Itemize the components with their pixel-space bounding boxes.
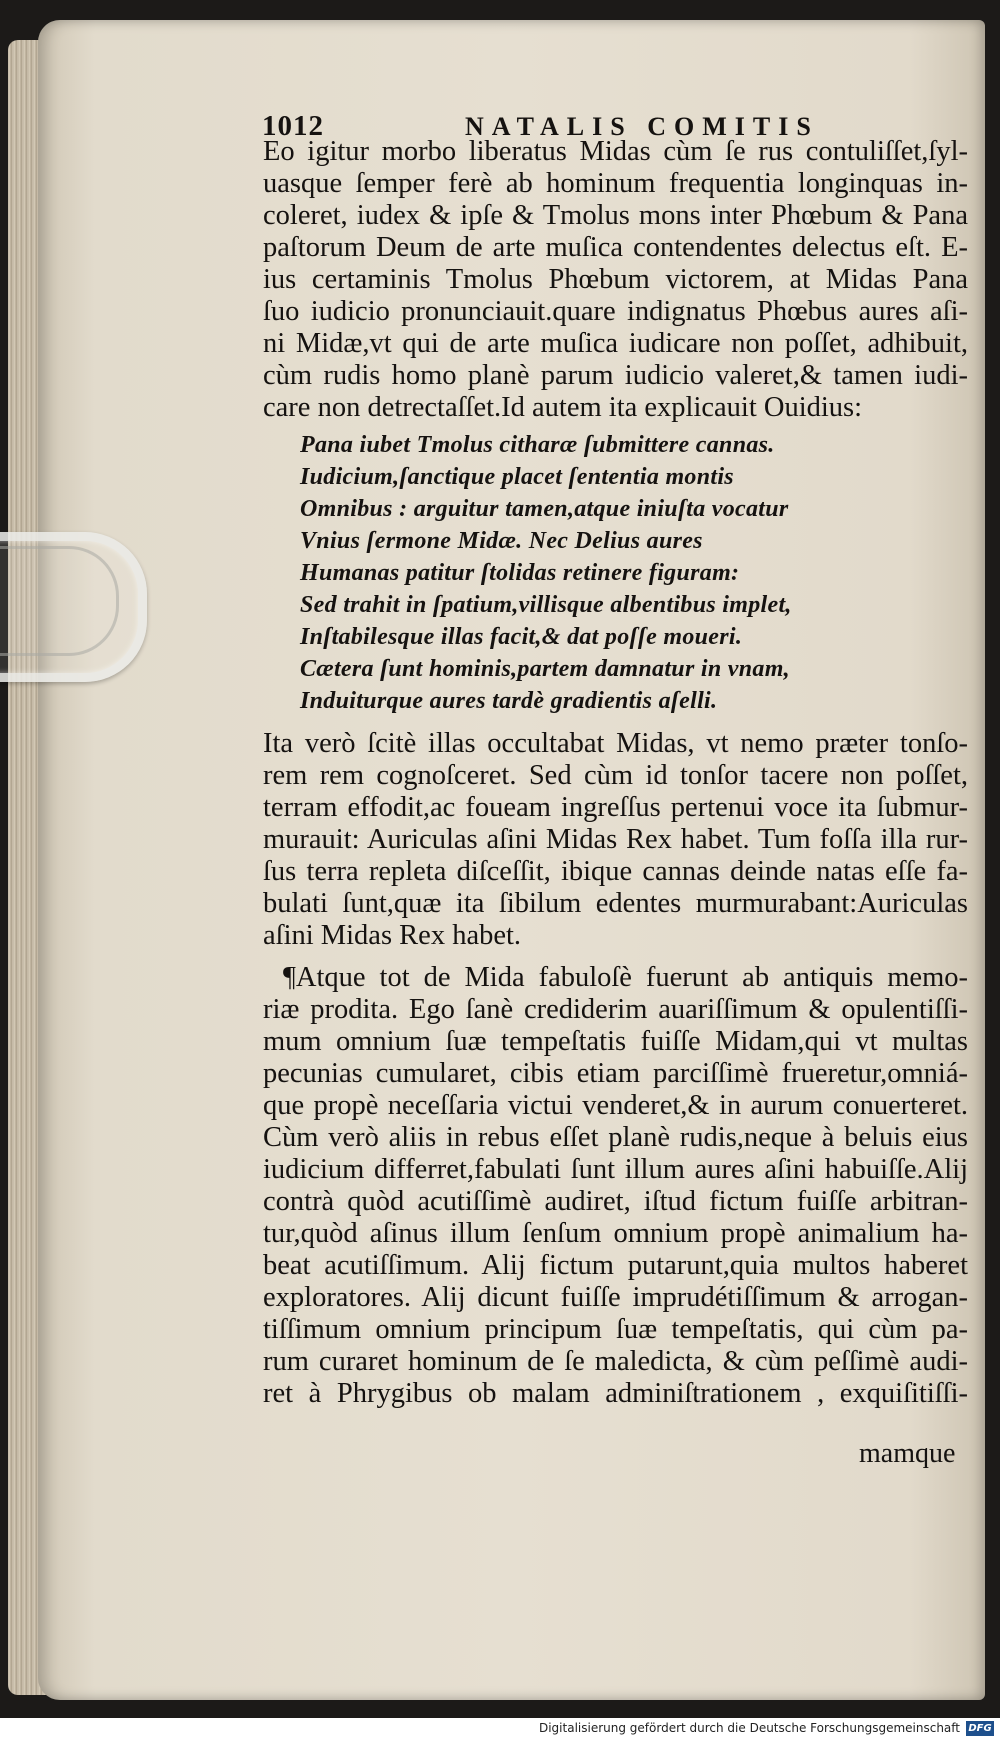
verse-line: Vnius ſermone Midæ. Nec Delius aures bbox=[300, 528, 703, 554]
text-line: iudicium differret,fabulati ſunt illum aures aſini habuiſſe.Alij bbox=[263, 1154, 968, 1185]
text-line: ius certaminis Tmolus Phœbum victorem, at Midas Pana bbox=[263, 264, 968, 295]
text-line: Cùm verò aliis in rebus eſſet planè rudis,neque à beluis eius bbox=[263, 1122, 968, 1153]
text-line: paſtorum Deum de arte muſica contendentes delectus eſt. E- bbox=[263, 232, 968, 263]
running-title: NATALIS COMITIS bbox=[465, 112, 819, 141]
text-line: Eo igitur morbo liberatus Midas cùm ſe rus contuliſſet,ſyl- bbox=[263, 136, 968, 167]
text-line: ni Midæ,vt qui de arte muſica iudicare non poſſet, adhibuit, bbox=[263, 328, 968, 359]
text-line: Ita verò ſcitè illas occultabat Midas, vt nemo præter tonſo- bbox=[263, 728, 968, 759]
verse-line: Omnibus : arguitur tamen,atque iniuſta vocatur bbox=[300, 496, 789, 522]
verse-line: Sed trahit in ſpatium,villisque albentibus implet, bbox=[300, 592, 792, 618]
footer-credit: Digitalisierung gefördert durch die Deutsche Forschungsgemeinschaft bbox=[538, 1721, 960, 1735]
text-line: ſuo iudicio pronunciauit.quare indignatus Phœbus aures aſi- bbox=[263, 296, 968, 327]
text-line: ſus terra repleta diſceſſit, ibique cannas deinde natas eſſe fa- bbox=[263, 856, 968, 887]
text-line: riæ prodita. Ego ſanè crediderim auariſſimum & opulentiſſi- bbox=[263, 994, 968, 1025]
text-line: uasque ſemper ferè ab hominum frequentia longinquas in- bbox=[263, 168, 968, 199]
text-line: beat acutiſſimum. Alij fictum putarunt,quia multos haberet bbox=[263, 1250, 968, 1281]
text-line: murauit: Auriculas aſini Midas Rex habet. Tum foſſa illa rur- bbox=[263, 824, 968, 855]
text-line: cùm rudis homo planè parum iudicio valeret,& tamen iudi- bbox=[263, 360, 968, 391]
text-line: terram effodit,ac foueam ingreſſus pertenui voce ita ſubmur- bbox=[263, 792, 968, 823]
text-line: ¶Atque tot de Mida fabuloſè fuerunt ab antiquis memo- bbox=[283, 962, 968, 993]
verse-line: Inſtabilesque illas facit,& dat poſſe moueri. bbox=[300, 624, 743, 650]
text-line: tur,quòd aſinus illum ſenſum omnium propè animalium ha- bbox=[263, 1218, 968, 1249]
verse-line: Pana iubet Tmolus citharæ ſubmittere cannas. bbox=[300, 432, 775, 458]
verse-line: Humanas patitur ſtolidas retinere figuram: bbox=[300, 560, 740, 586]
text-line: exploratores. Alij dicunt fuiſſe imprudétiſſimum & arrogan- bbox=[263, 1282, 968, 1313]
verse-line: Induiturque aures tardè gradientis aſelli. bbox=[300, 688, 718, 714]
text-line: ret à Phrygibus ob malam adminiſtrationem , exquiſitiſſi- bbox=[263, 1378, 968, 1409]
text-line: rum curaret hominum de ſe maledicta, & cùm peſſimè audi- bbox=[263, 1346, 968, 1377]
text-line: aſini Midas Rex habet. bbox=[263, 920, 522, 951]
text-line: care non detrectaſſet.Id autem ita explicauit Ouidius: bbox=[263, 392, 863, 423]
dfg-logo-icon: DFG bbox=[966, 1721, 994, 1736]
catchword: mamque bbox=[859, 1438, 956, 1469]
page-clip-inner bbox=[0, 546, 119, 656]
page-number: 1012 bbox=[262, 110, 324, 142]
text-line: rem rem cognoſceret. Sed cùm id tonſor tacere non poſſet, bbox=[263, 760, 968, 791]
text-line: que propè neceſſaria victui venderet,& in aurum conuerteret. bbox=[263, 1090, 968, 1121]
text-line: coleret, iudex & ipſe & Tmolus mons inter Phœbum & Pana bbox=[263, 200, 968, 231]
text-line: tiſſimum omnium principum ſuæ tempeſtatis, qui cùm pa- bbox=[263, 1314, 968, 1345]
verse-line: Iudicium,ſanctique placet ſententia montis bbox=[300, 464, 734, 490]
text-line: contrà quòd acutiſſimè audiret, iſtud fictum fuiſſe arbitran- bbox=[263, 1186, 968, 1217]
text-line: bulati ſunt,quæ ita ſibilum edentes murmurabant:Auriculas bbox=[263, 888, 968, 919]
text-line: pecunias cumularet, cibis etiam parciſſimè frueretur,omniá- bbox=[263, 1058, 968, 1089]
text-line: mum omnium ſuæ tempeſtatis fuiſſe Midam,qui vt multas bbox=[263, 1026, 968, 1057]
verse-line: Cætera ſunt hominis,partem damnatur in vnam, bbox=[300, 656, 790, 682]
